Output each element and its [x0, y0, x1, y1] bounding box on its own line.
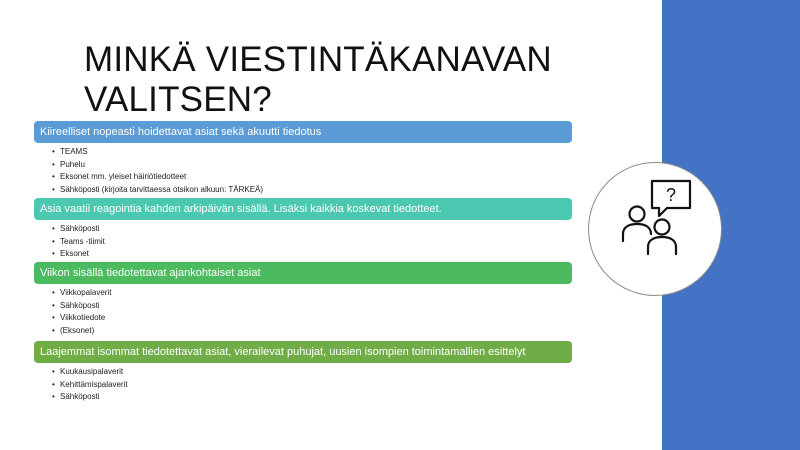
list-item: • Sähköposti (kirjoita tarvittaessa otsikon alkuun: TÄRKEÄ)	[52, 184, 572, 197]
list-item: • Viikkopalaverit	[52, 287, 572, 300]
section-two-days	[34, 198, 572, 261]
list-item: • (Eksonet)	[52, 325, 572, 338]
section-list	[34, 366, 572, 404]
section-header: Asia vaatii reagointia kahden arkipäivän sisällä. Lisäksi kaikkia koskevat tiedotteet.	[34, 198, 572, 220]
section-urgent	[34, 121, 572, 196]
list-item: • Kuukausipalaverit	[52, 366, 572, 379]
list-item: • Teams -tiimit	[52, 236, 572, 249]
list-item: • Eksonet mm. yleiset häiriötiedotteet	[52, 171, 572, 184]
list-item: • Puhelu	[52, 159, 572, 172]
icon-circle	[588, 162, 722, 296]
section-weekly	[34, 262, 572, 337]
slide-title: MINKÄ VIESTINTÄKANAVAN VALITSEN?	[84, 40, 552, 119]
section-header: Viikon sisällä tiedotettavat ajankohtaiset asiat	[34, 262, 572, 284]
list-item: • Sähköposti	[52, 223, 572, 236]
list-item: • Sähköposti	[52, 300, 572, 313]
list-item: • TEAMS	[52, 146, 572, 159]
section-larger	[34, 341, 572, 404]
section-list	[34, 146, 572, 196]
people-conversation-question-icon	[589, 163, 723, 297]
section-header: Kiireelliset nopeasti hoidettavat asiat sekä akuutti tiedotus	[34, 121, 572, 143]
section-list	[34, 287, 572, 337]
section-header: Laajemmat isommat tiedotettavat asiat, vierailevat puhujat, uusien isompien toimintamallien esittelyt	[34, 341, 572, 363]
section-list	[34, 223, 572, 261]
list-item: • Sähköposti	[52, 391, 572, 404]
list-item: • Eksonet	[52, 248, 572, 261]
list-item: • Kehittämispalaverit	[52, 379, 572, 392]
list-item: • Viikkotiedote	[52, 312, 572, 325]
svg-text:?: ?	[665, 185, 677, 205]
